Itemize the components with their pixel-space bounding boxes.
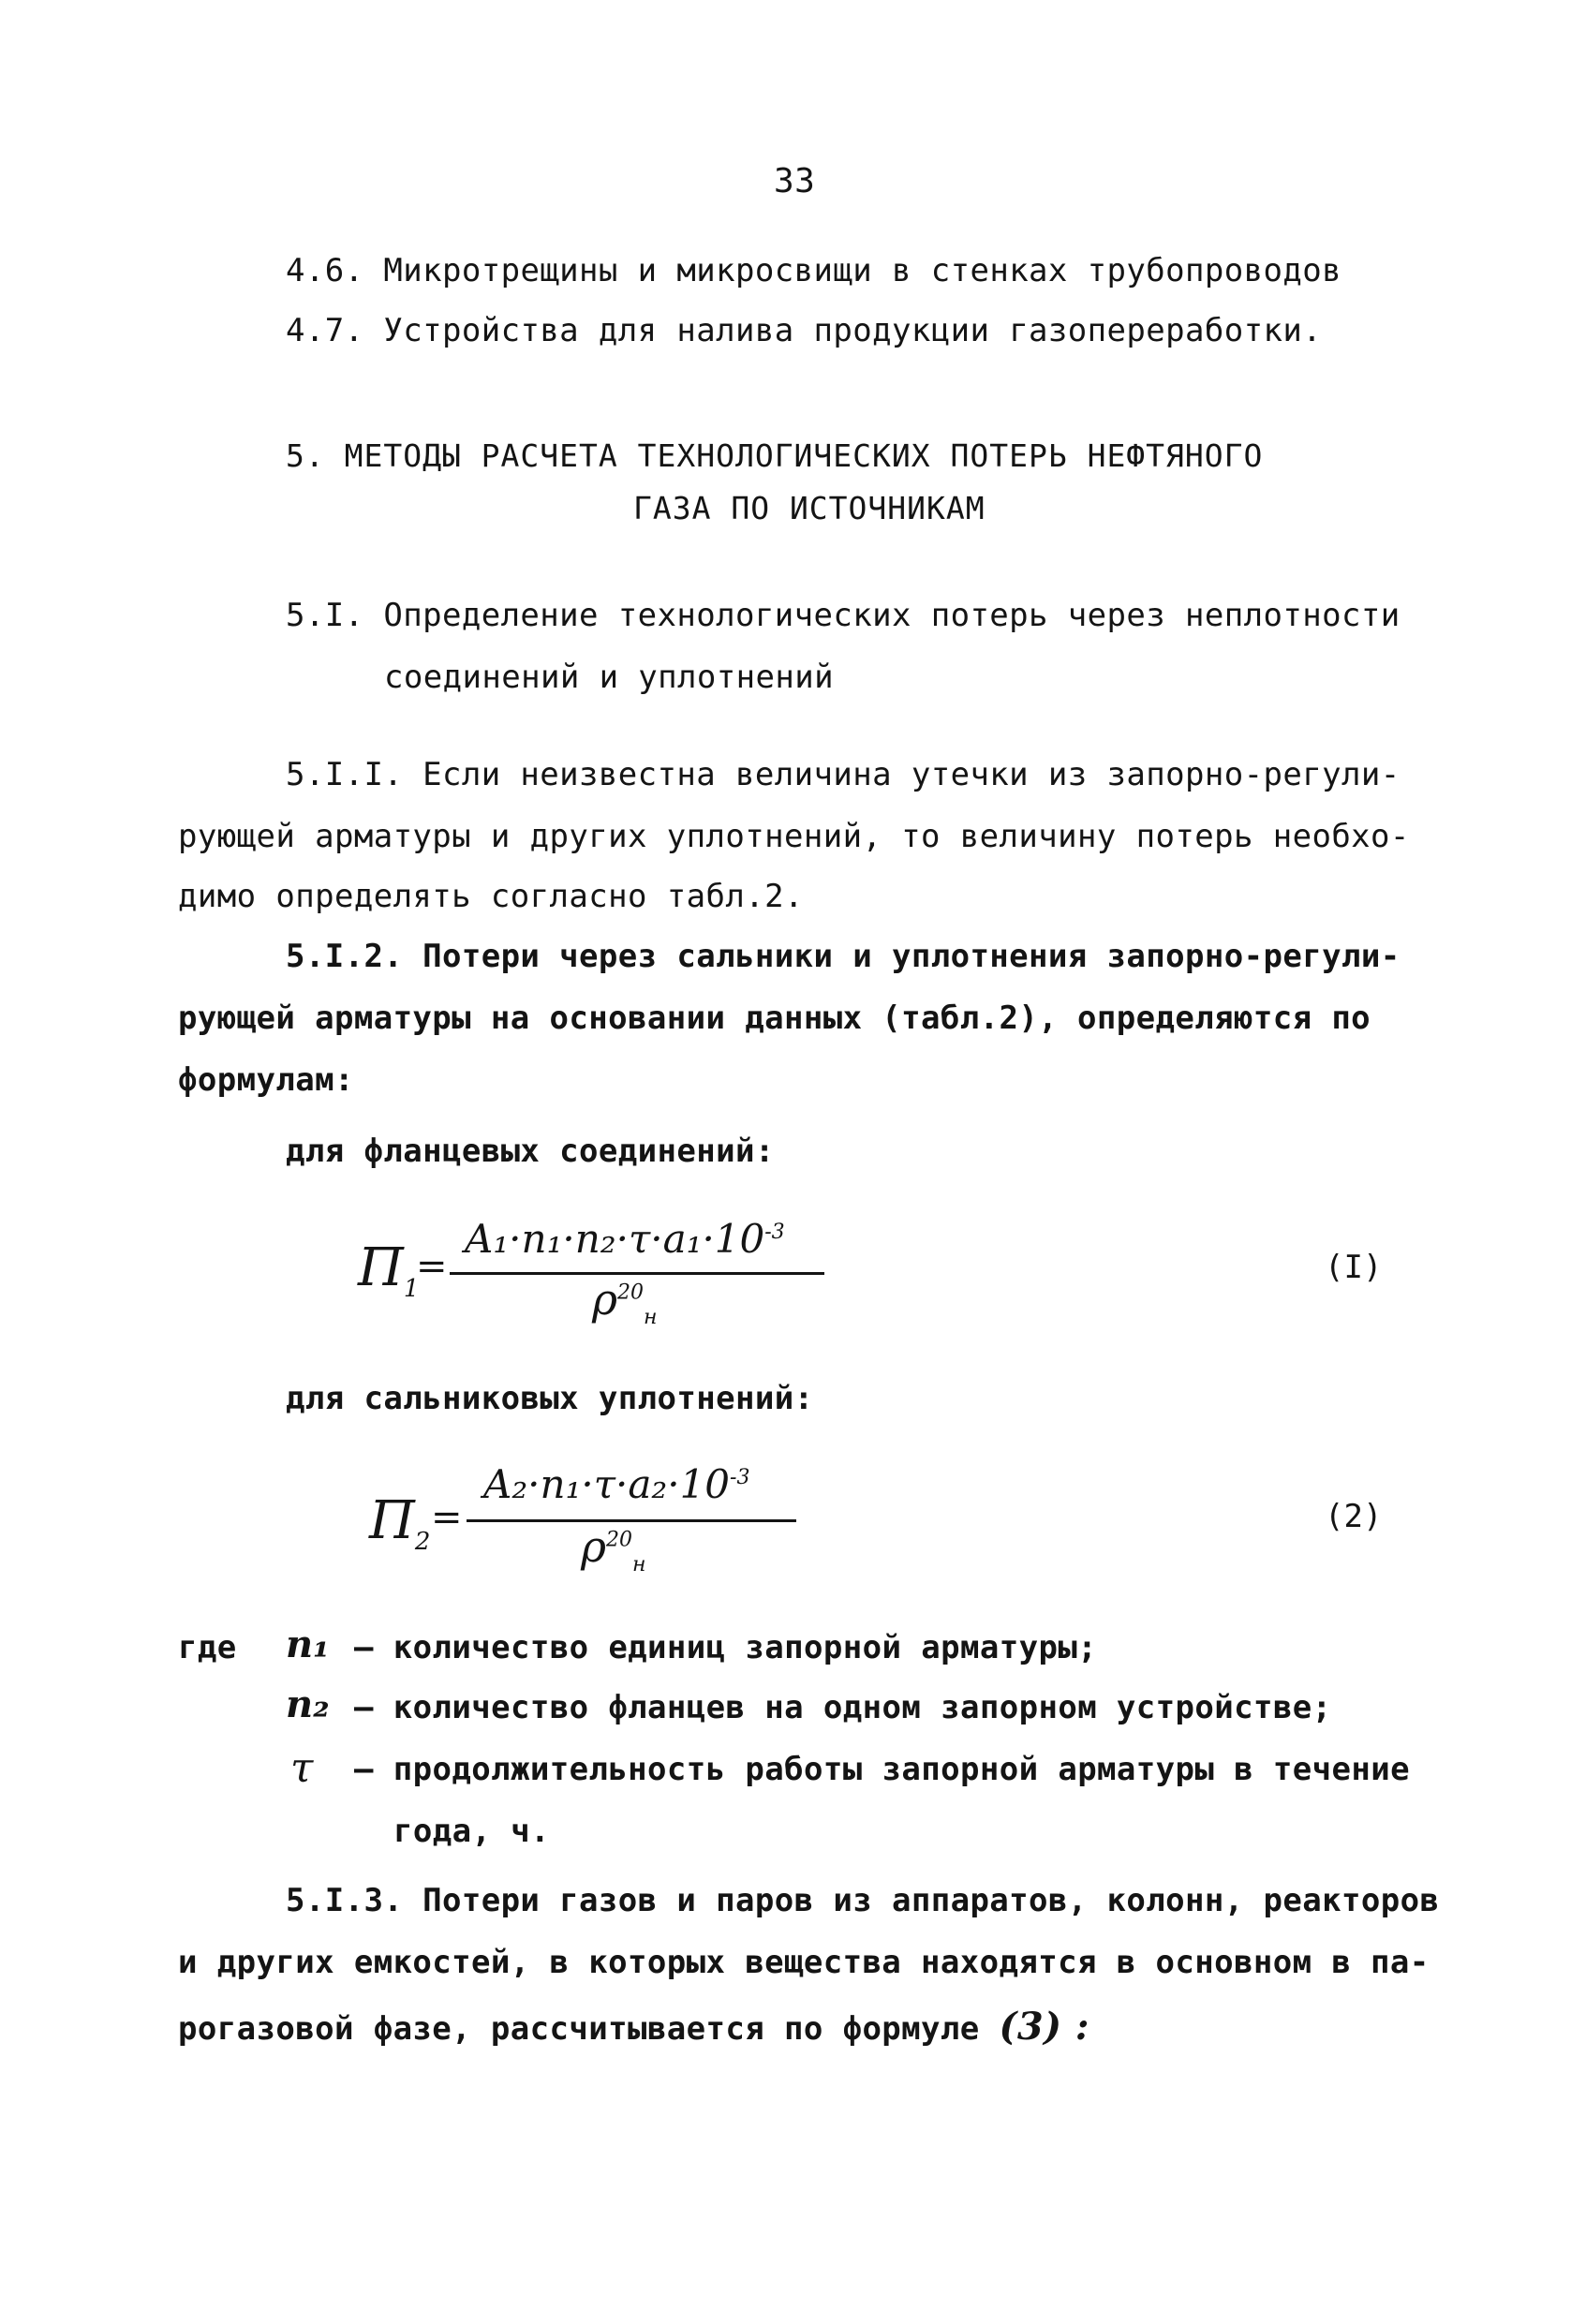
formula-2-lhs: $П_2$ (369, 1490, 431, 1557)
paragraph-5-1-3-line1: 5.I.3. Потери газов и паров из аппаратов, колонн, реакторов (286, 1882, 1440, 1919)
definition-dash: – (354, 1689, 374, 1726)
paragraph-5-1-1-line1: 5.I.I. Если неизвестна величина утечки из запорно-регули- (286, 756, 1401, 793)
paragraph-5-1-1-line2: рующей арматуры и других уплотнений, то величину потерь необхо- (178, 818, 1410, 855)
formula-1-lhs: $П_1$ (358, 1237, 420, 1304)
page-number: 33 (774, 162, 816, 200)
item-number: 4.7. (286, 312, 364, 349)
item-4-7 (286, 312, 1323, 349)
def-symbol-n2: n₂ (286, 1682, 330, 1726)
paragraph-5-1-3-line3 (178, 2005, 1089, 2049)
definition-tau-cont: года, ч. (393, 1813, 550, 1850)
where-word: где (178, 1629, 237, 1666)
formula-2-denominator: $\rho^{20}_н$ (581, 1521, 646, 1577)
section-heading-line1: 5. МЕТОДЫ РАСЧЕТА ТЕХНОЛОГИЧЕСКИХ ПОТЕРЬ НЕФТЯНОГО (286, 437, 1264, 474)
paragraph-5-1-3-line2: и других емкостей, в которых вещества находятся в основном в па- (178, 1944, 1430, 1981)
formula-2-number: (2) (1325, 1498, 1383, 1535)
item-text: Устройства для налива продукции газопереработки. (383, 312, 1323, 349)
paragraph-5-1-1-line3: димо определять согласно табл.2. (178, 878, 804, 915)
item-4-6 (286, 252, 1341, 289)
paragraph-5-1-2-line3: формулам: (178, 1061, 354, 1099)
definition-tau (354, 1751, 1410, 1788)
formula-1-numerator: $A_1\cdot n_1\cdot n_2\cdot\tau\cdot a_1\cdot 10^{-3}$ (465, 1216, 785, 1262)
formula-1-equals: = (416, 1245, 448, 1288)
definition-n1 (354, 1629, 1098, 1666)
definition-text: продолжительность работы запорной арматуры в течение (393, 1751, 1410, 1788)
definition-dash: – (354, 1751, 374, 1788)
item-text: Микротрещины и микросвищи в стенках трубопроводов (383, 252, 1341, 289)
formula-2-equals: = (431, 1496, 463, 1539)
formula-1-number: (I) (1325, 1249, 1383, 1286)
formula-1-denominator: $\rho^{20}_н$ (592, 1274, 658, 1330)
section-heading-line2: ГАЗА ПО ИСТОЧНИКАМ (633, 490, 986, 526)
subsection-title-line2: соединений и уплотнений (384, 659, 835, 696)
formula-reference: (3) : (999, 2005, 1089, 2049)
subsection-title-line1: 5.I. Определение технологических потерь через неплотности (286, 597, 1401, 634)
definition-text: количество единиц запорной арматуры; (393, 1629, 1098, 1666)
paragraph-text: рогазовой фазе, рассчитывается по формуле (178, 2010, 980, 2048)
def-symbol-n1: n₁ (286, 1622, 330, 1666)
definition-n2 (354, 1689, 1332, 1726)
flange-label: для фланцевых соединений: (286, 1132, 775, 1170)
definition-text: количество фланцев на одном запорном устройстве; (393, 1689, 1332, 1726)
definition-dash: – (354, 1629, 374, 1666)
paragraph-5-1-2-line2: рующей арматуры на основании данных (табл.2), определяются по (178, 999, 1371, 1037)
formula-1-fraction-bar (450, 1272, 824, 1275)
gland-label: для сальниковых уплотнений: (286, 1380, 814, 1417)
formula-2-numerator: $A_2\cdot n_1\cdot\tau\cdot a_2\cdot 10^{-3}$ (483, 1461, 750, 1507)
item-number: 4.6. (286, 252, 364, 289)
paragraph-5-1-2-line1: 5.I.2. Потери через сальники и уплотнения запорно-регули- (286, 938, 1401, 975)
def-symbol-tau: τ (290, 1744, 314, 1792)
formula-2-fraction-bar (467, 1519, 796, 1522)
